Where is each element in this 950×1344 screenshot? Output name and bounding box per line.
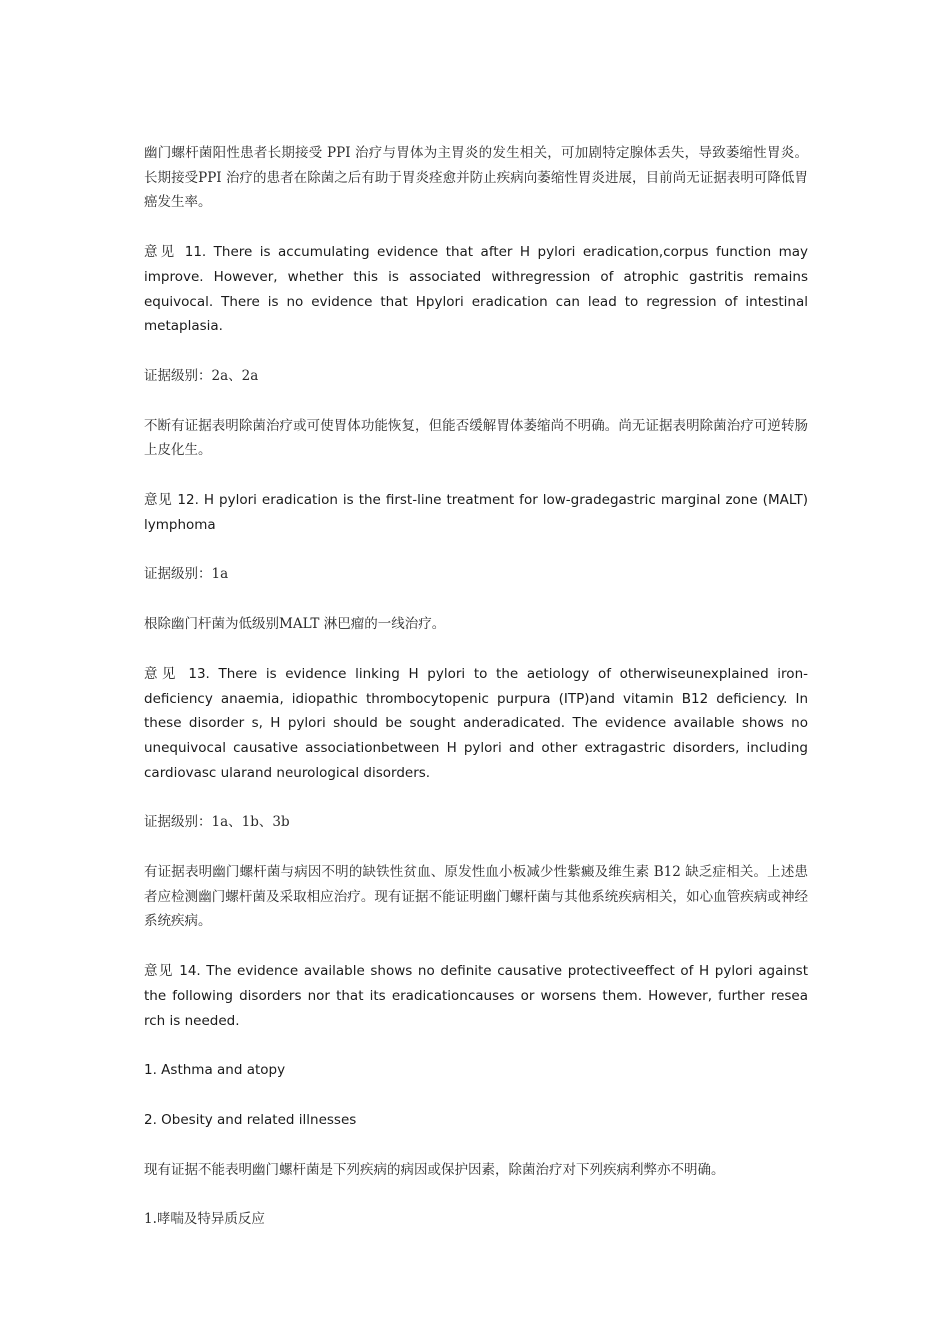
paragraph-opinion-12-translation: 根除幽门杆菌为低级别MALT 淋巴瘤的一线治疗。	[144, 616, 446, 633]
opinion-14: 意见 14. The evidence available shows no definite causative protectiveeffect of H pylori against the following disorders nor that its eradicationcauses or worsens them. However, further resea rch is needed.	[144, 963, 808, 1029]
opinion-11: 意见 11. There is accumulating evidence that after H pylori eradication,corpus function may improve. However, whether this is associated withregression of atrophic gastritis remains equivocal. There is no evidence that Hpylori eradication can lead to regression of intestinal metaplasia.	[144, 244, 808, 335]
list-item-asthma: 1. Asthma and atopy	[144, 1062, 286, 1079]
evidence-level-13: 证据级别：1a、1b、3b	[144, 814, 290, 831]
opinion-13: 意见 13. There is evidence linking H pylori to the aetiology of otherwiseunexplained iron-deficiency anaemia, idiopathic thrombocytopenic purpura (ITP)and vitamin B12 deficiency. In these disorder s, H pylori should be sought anderadicated. The evidence available shows no unequivocal causative associationbetween H pylori and other extragastric disorders, including cardiovasc ularand neurological disorders.	[144, 665, 808, 781]
opinion-12: 意见 12. H pylori eradication is the first-line treatment for low-gradegastric marginal zone (MALT) lymphoma	[144, 492, 808, 533]
paragraph-ppi-gastritis: 幽门螺杆菌阳性患者长期接受 PPI 治疗与胃体为主胃炎的发生相关，可加剧特定腺体丢失，导致萎缩性胃炎。长期接受PPI 治疗的患者在除菌之后有助于胃炎痊愈并防止疾病向萎缩性胃炎进展，目前尚无证据表明可降低胃癌发生率。	[144, 145, 808, 211]
evidence-level-11: 证据级别：2a、2a	[144, 367, 259, 384]
evidence-level-12: 证据级别：1a	[144, 566, 229, 583]
paragraph-opinion-14-translation: 现有证据不能表明幽门螺杆菌是下列疾病的病因或保护因素，除菌治疗对下列疾病利弊亦不明确。	[144, 1161, 725, 1178]
list-item-obesity: 2. Obesity and related illnesses	[144, 1111, 357, 1128]
paragraph-opinion-11-translation: 不断有证据表明除菌治疗或可使胃体功能恢复，但能否缓解胃体萎缩尚不明确。尚无证据表明除菌治疗可逆转肠上皮化生。	[144, 417, 808, 459]
list-item-asthma-cn: 1.哮喘及特异质反应	[144, 1211, 265, 1228]
document-body	[144, 141, 808, 1257]
paragraph-opinion-13-translation: 有证据表明幽门螺杆菌与病因不明的缺铁性贫血、原发性血小板减少性紫癜及维生素 B12 缺乏症相关。上述患者应检测幽门螺杆菌及采取相应治疗。现有证据不能证明幽门螺杆菌与其他系统疾病相关，如心血管疾病或神经系统疾病。	[144, 864, 808, 930]
